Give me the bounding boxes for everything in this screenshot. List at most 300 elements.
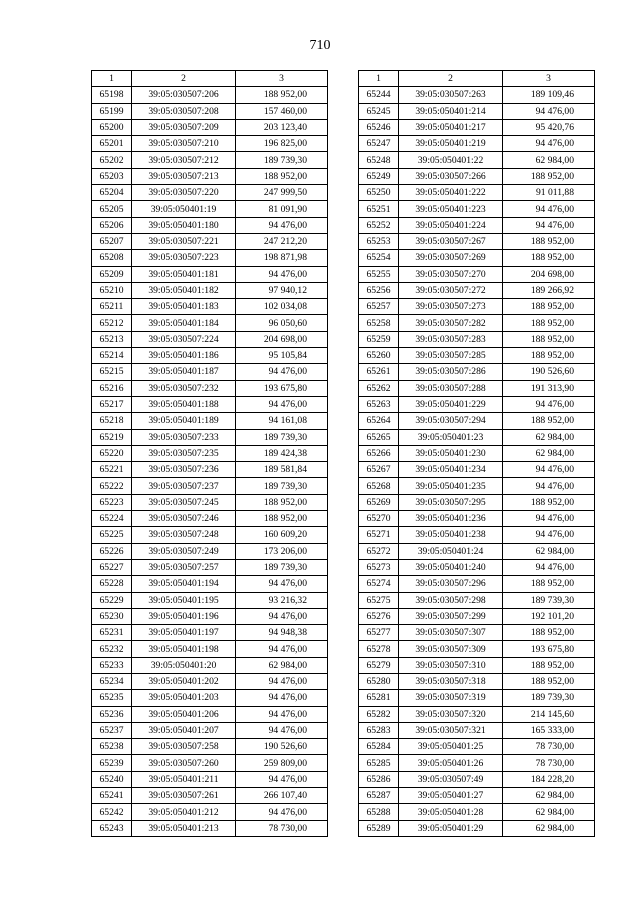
cadastral-number-cell: 39:05:050401:224 bbox=[399, 217, 503, 233]
row-number-cell: 65216 bbox=[92, 380, 132, 396]
value-cell: 94 476,00 bbox=[503, 217, 595, 233]
row-number-cell: 65224 bbox=[92, 511, 132, 527]
cadastral-number-cell: 39:05:030507:266 bbox=[399, 168, 503, 184]
cadastral-number-cell: 39:05:030507:260 bbox=[132, 755, 236, 771]
cadastral-number-cell: 39:05:030507:223 bbox=[132, 250, 236, 266]
value-cell: 173 206,00 bbox=[236, 543, 328, 559]
table-row bbox=[92, 657, 328, 673]
value-cell: 94 476,00 bbox=[503, 136, 595, 152]
table-row bbox=[359, 641, 595, 657]
row-number-cell: 65235 bbox=[92, 690, 132, 706]
value-cell: 94 476,00 bbox=[503, 201, 595, 217]
row-number-cell: 65207 bbox=[92, 233, 132, 249]
row-number-cell: 65258 bbox=[359, 315, 399, 331]
cadastral-number-cell: 39:05:030507:212 bbox=[132, 152, 236, 168]
table-row bbox=[359, 462, 595, 478]
row-number-cell: 65211 bbox=[92, 299, 132, 315]
value-cell: 189 739,30 bbox=[236, 559, 328, 575]
table-row bbox=[92, 625, 328, 641]
value-cell: 78 730,00 bbox=[503, 739, 595, 755]
table-row bbox=[92, 820, 328, 836]
value-cell: 94 476,00 bbox=[236, 576, 328, 592]
value-cell: 214 145,60 bbox=[503, 706, 595, 722]
value-cell: 191 313,90 bbox=[503, 380, 595, 396]
table-row bbox=[92, 136, 328, 152]
row-number-cell: 65270 bbox=[359, 511, 399, 527]
cadastral-number-cell: 39:05:030507:220 bbox=[132, 185, 236, 201]
cadastral-number-cell: 39:05:030507:245 bbox=[132, 494, 236, 510]
value-cell: 94 476,00 bbox=[236, 706, 328, 722]
row-number-cell: 65268 bbox=[359, 478, 399, 494]
table-row bbox=[92, 608, 328, 624]
value-cell: 62 984,00 bbox=[503, 804, 595, 820]
table-row bbox=[92, 511, 328, 527]
row-number-cell: 65285 bbox=[359, 755, 399, 771]
cadastral-number-cell: 39:05:030507:213 bbox=[132, 168, 236, 184]
value-cell: 188 952,00 bbox=[503, 673, 595, 689]
row-number-cell: 65256 bbox=[359, 282, 399, 298]
cadastral-number-cell: 39:05:030507:269 bbox=[399, 250, 503, 266]
table-row bbox=[359, 722, 595, 738]
cadastral-number-cell: 39:05:030507:283 bbox=[399, 331, 503, 347]
cadastral-number-cell: 39:05:050401:180 bbox=[132, 217, 236, 233]
cadastral-number-cell: 39:05:050401:219 bbox=[399, 136, 503, 152]
cadastral-number-cell: 39:05:050401:202 bbox=[132, 673, 236, 689]
register-table-left bbox=[91, 70, 328, 837]
table-row bbox=[92, 478, 328, 494]
row-number-cell: 65259 bbox=[359, 331, 399, 347]
row-number-cell: 65209 bbox=[92, 266, 132, 282]
row-number-cell: 65217 bbox=[92, 396, 132, 412]
row-number-cell: 65243 bbox=[92, 820, 132, 836]
cadastral-number-cell: 39:05:030507:210 bbox=[132, 136, 236, 152]
value-cell: 94 476,00 bbox=[503, 527, 595, 543]
row-number-cell: 65274 bbox=[359, 576, 399, 592]
register-table-right bbox=[358, 70, 595, 837]
row-number-cell: 65221 bbox=[92, 462, 132, 478]
table-row bbox=[359, 559, 595, 575]
table-row bbox=[92, 592, 328, 608]
table-row bbox=[92, 217, 328, 233]
value-cell: 189 739,30 bbox=[503, 690, 595, 706]
cadastral-number-cell: 39:05:050401:189 bbox=[132, 413, 236, 429]
table-row bbox=[92, 494, 328, 510]
table-row bbox=[359, 445, 595, 461]
value-cell: 189 739,30 bbox=[503, 592, 595, 608]
value-cell: 188 952,00 bbox=[236, 168, 328, 184]
table-row bbox=[359, 527, 595, 543]
cadastral-number-cell: 39:05:050401:196 bbox=[132, 608, 236, 624]
row-number-cell: 65287 bbox=[359, 788, 399, 804]
cadastral-number-cell: 39:05:030507:248 bbox=[132, 527, 236, 543]
table-row bbox=[92, 413, 328, 429]
cadastral-number-cell: 39:05:050401:188 bbox=[132, 396, 236, 412]
table-row bbox=[359, 201, 595, 217]
table-row bbox=[359, 608, 595, 624]
row-number-cell: 65278 bbox=[359, 641, 399, 657]
table-row bbox=[92, 103, 328, 119]
value-cell: 188 952,00 bbox=[503, 250, 595, 266]
table-row bbox=[92, 380, 328, 396]
cadastral-number-cell: 39:05:050401:22 bbox=[399, 152, 503, 168]
table-row bbox=[92, 771, 328, 787]
row-number-cell: 65202 bbox=[92, 152, 132, 168]
cadastral-number-cell: 39:05:030507:257 bbox=[132, 559, 236, 575]
row-number-cell: 65236 bbox=[92, 706, 132, 722]
table-row bbox=[359, 413, 595, 429]
row-number-cell: 65228 bbox=[92, 576, 132, 592]
table-row bbox=[92, 152, 328, 168]
cadastral-number-cell: 39:05:030507:258 bbox=[132, 739, 236, 755]
cadastral-number-cell: 39:05:030507:208 bbox=[132, 103, 236, 119]
value-cell: 188 952,00 bbox=[503, 494, 595, 510]
table-row bbox=[92, 233, 328, 249]
value-cell: 192 101,20 bbox=[503, 608, 595, 624]
value-cell: 188 952,00 bbox=[236, 87, 328, 103]
row-number-cell: 65213 bbox=[92, 331, 132, 347]
row-number-cell: 65260 bbox=[359, 348, 399, 364]
row-number-cell: 65199 bbox=[92, 103, 132, 119]
table-row bbox=[359, 136, 595, 152]
row-number-cell: 65241 bbox=[92, 788, 132, 804]
value-cell: 91 011,88 bbox=[503, 185, 595, 201]
cadastral-number-cell: 39:05:030507:206 bbox=[132, 87, 236, 103]
row-number-cell: 65264 bbox=[359, 413, 399, 429]
value-cell: 198 871,98 bbox=[236, 250, 328, 266]
row-number-cell: 65275 bbox=[359, 592, 399, 608]
cadastral-number-cell: 39:05:050401:20 bbox=[132, 657, 236, 673]
row-number-cell: 65263 bbox=[359, 396, 399, 412]
row-number-cell: 65210 bbox=[92, 282, 132, 298]
row-number-cell: 65222 bbox=[92, 478, 132, 494]
row-number-cell: 65273 bbox=[359, 559, 399, 575]
value-cell: 157 460,00 bbox=[236, 103, 328, 119]
value-cell: 165 333,00 bbox=[503, 722, 595, 738]
cadastral-number-cell: 39:05:030507:246 bbox=[132, 511, 236, 527]
cadastral-number-cell: 39:05:030507:299 bbox=[399, 608, 503, 624]
value-cell: 189 739,30 bbox=[236, 429, 328, 445]
row-number-cell: 65230 bbox=[92, 608, 132, 624]
cadastral-number-cell: 39:05:030507:282 bbox=[399, 315, 503, 331]
row-number-cell: 65279 bbox=[359, 657, 399, 673]
cadastral-number-cell: 39:05:050401:198 bbox=[132, 641, 236, 657]
table-row bbox=[359, 282, 595, 298]
cadastral-number-cell: 39:05:050401:181 bbox=[132, 266, 236, 282]
table-row bbox=[92, 527, 328, 543]
table-row bbox=[359, 348, 595, 364]
row-number-cell: 65232 bbox=[92, 641, 132, 657]
value-cell: 94 948,38 bbox=[236, 625, 328, 641]
value-cell: 62 984,00 bbox=[503, 429, 595, 445]
row-number-cell: 65208 bbox=[92, 250, 132, 266]
cadastral-number-cell: 39:05:030507:294 bbox=[399, 413, 503, 429]
row-number-cell: 65257 bbox=[359, 299, 399, 315]
cadastral-number-cell: 39:05:030507:237 bbox=[132, 478, 236, 494]
row-number-cell: 65204 bbox=[92, 185, 132, 201]
value-cell: 188 952,00 bbox=[503, 348, 595, 364]
table-row bbox=[359, 690, 595, 706]
cadastral-number-cell: 39:05:050401:211 bbox=[132, 771, 236, 787]
table-row bbox=[359, 299, 595, 315]
row-number-cell: 65218 bbox=[92, 413, 132, 429]
page-number: 710 bbox=[309, 38, 331, 53]
row-number-cell: 65282 bbox=[359, 706, 399, 722]
value-cell: 78 730,00 bbox=[236, 820, 328, 836]
row-number-cell: 65227 bbox=[92, 559, 132, 575]
table-row bbox=[92, 690, 328, 706]
cadastral-number-cell: 39:05:030507:221 bbox=[132, 233, 236, 249]
table-row bbox=[359, 739, 595, 755]
table-row bbox=[92, 804, 328, 820]
value-cell: 189 266,92 bbox=[503, 282, 595, 298]
value-cell: 259 809,00 bbox=[236, 755, 328, 771]
cadastral-number-cell: 39:05:030507:296 bbox=[399, 576, 503, 592]
row-number-cell: 65253 bbox=[359, 233, 399, 249]
table-row bbox=[92, 429, 328, 445]
value-cell: 188 952,00 bbox=[503, 168, 595, 184]
table-row bbox=[92, 119, 328, 135]
cadastral-number-cell: 39:05:030507:261 bbox=[132, 788, 236, 804]
table-row bbox=[359, 217, 595, 233]
value-cell: 62 984,00 bbox=[503, 445, 595, 461]
column-header-1: 1 bbox=[92, 71, 132, 87]
table-row bbox=[359, 331, 595, 347]
table-row bbox=[92, 201, 328, 217]
value-cell: 62 984,00 bbox=[503, 820, 595, 836]
cadastral-number-cell: 39:05:050401:234 bbox=[399, 462, 503, 478]
table-row bbox=[359, 233, 595, 249]
table-row bbox=[92, 543, 328, 559]
row-number-cell: 65286 bbox=[359, 771, 399, 787]
row-number-cell: 65289 bbox=[359, 820, 399, 836]
cadastral-number-cell: 39:05:030507:319 bbox=[399, 690, 503, 706]
value-cell: 188 952,00 bbox=[503, 413, 595, 429]
table-row bbox=[359, 364, 595, 380]
value-cell: 189 424,38 bbox=[236, 445, 328, 461]
row-number-cell: 65244 bbox=[359, 87, 399, 103]
table-row bbox=[359, 788, 595, 804]
table-row bbox=[359, 673, 595, 689]
row-number-cell: 65250 bbox=[359, 185, 399, 201]
value-cell: 62 984,00 bbox=[503, 543, 595, 559]
cadastral-number-cell: 39:05:050401:19 bbox=[132, 201, 236, 217]
value-cell: 94 476,00 bbox=[236, 217, 328, 233]
row-number-cell: 65252 bbox=[359, 217, 399, 233]
column-header-1: 1 bbox=[359, 71, 399, 87]
value-cell: 94 476,00 bbox=[236, 804, 328, 820]
row-number-cell: 65280 bbox=[359, 673, 399, 689]
table-row bbox=[92, 706, 328, 722]
cadastral-number-cell: 39:05:050401:213 bbox=[132, 820, 236, 836]
cadastral-number-cell: 39:05:050401:26 bbox=[399, 755, 503, 771]
row-number-cell: 65206 bbox=[92, 217, 132, 233]
table-row bbox=[359, 315, 595, 331]
cadastral-number-cell: 39:05:030507:233 bbox=[132, 429, 236, 445]
cadastral-number-cell: 39:05:050401:238 bbox=[399, 527, 503, 543]
cadastral-number-cell: 39:05:030507:321 bbox=[399, 722, 503, 738]
row-number-cell: 65265 bbox=[359, 429, 399, 445]
cadastral-number-cell: 39:05:050401:223 bbox=[399, 201, 503, 217]
table-row bbox=[359, 804, 595, 820]
cadastral-number-cell: 39:05:050401:217 bbox=[399, 119, 503, 135]
row-number-cell: 65271 bbox=[359, 527, 399, 543]
row-number-cell: 65251 bbox=[359, 201, 399, 217]
value-cell: 78 730,00 bbox=[503, 755, 595, 771]
cadastral-number-cell: 39:05:030507:288 bbox=[399, 380, 503, 396]
cadastral-number-cell: 39:05:030507:309 bbox=[399, 641, 503, 657]
value-cell: 96 050,60 bbox=[236, 315, 328, 331]
row-number-cell: 65288 bbox=[359, 804, 399, 820]
cadastral-number-cell: 39:05:030507:273 bbox=[399, 299, 503, 315]
row-number-cell: 65212 bbox=[92, 315, 132, 331]
cadastral-number-cell: 39:05:050401:203 bbox=[132, 690, 236, 706]
row-number-cell: 65284 bbox=[359, 739, 399, 755]
value-cell: 188 952,00 bbox=[503, 299, 595, 315]
value-cell: 94 476,00 bbox=[236, 722, 328, 738]
value-cell: 190 526,60 bbox=[236, 739, 328, 755]
cadastral-number-cell: 39:05:050401:184 bbox=[132, 315, 236, 331]
cadastral-number-cell: 39:05:050401:24 bbox=[399, 543, 503, 559]
table-row bbox=[92, 722, 328, 738]
cadastral-number-cell: 39:05:030507:263 bbox=[399, 87, 503, 103]
value-cell: 95 420,76 bbox=[503, 119, 595, 135]
table-row bbox=[359, 592, 595, 608]
table-row bbox=[92, 673, 328, 689]
row-number-cell: 65269 bbox=[359, 494, 399, 510]
row-number-cell: 65203 bbox=[92, 168, 132, 184]
cadastral-number-cell: 39:05:050401:28 bbox=[399, 804, 503, 820]
column-header-2: 2 bbox=[132, 71, 236, 87]
table-row bbox=[92, 87, 328, 103]
table-row bbox=[359, 168, 595, 184]
table-row bbox=[92, 331, 328, 347]
value-cell: 190 526,60 bbox=[503, 364, 595, 380]
cadastral-number-cell: 39:05:030507:235 bbox=[132, 445, 236, 461]
table-row bbox=[92, 364, 328, 380]
table-row bbox=[92, 168, 328, 184]
cadastral-number-cell: 39:05:050401:183 bbox=[132, 299, 236, 315]
row-number-cell: 65225 bbox=[92, 527, 132, 543]
value-cell: 247 999,50 bbox=[236, 185, 328, 201]
value-cell: 94 476,00 bbox=[503, 103, 595, 119]
value-cell: 94 476,00 bbox=[503, 511, 595, 527]
cadastral-number-cell: 39:05:030507:209 bbox=[132, 119, 236, 135]
value-cell: 204 698,00 bbox=[503, 266, 595, 282]
table-row bbox=[92, 755, 328, 771]
value-cell: 94 476,00 bbox=[503, 478, 595, 494]
value-cell: 188 952,00 bbox=[503, 315, 595, 331]
row-number-cell: 65255 bbox=[359, 266, 399, 282]
cadastral-number-cell: 39:05:050401:182 bbox=[132, 282, 236, 298]
row-number-cell: 65262 bbox=[359, 380, 399, 396]
table-row bbox=[359, 576, 595, 592]
cadastral-number-cell: 39:05:030507:224 bbox=[132, 331, 236, 347]
table-header-row bbox=[359, 71, 595, 87]
value-cell: 247 212,20 bbox=[236, 233, 328, 249]
row-number-cell: 65220 bbox=[92, 445, 132, 461]
row-number-cell: 65231 bbox=[92, 625, 132, 641]
cadastral-number-cell: 39:05:050401:212 bbox=[132, 804, 236, 820]
cadastral-number-cell: 39:05:050401:197 bbox=[132, 625, 236, 641]
value-cell: 62 984,00 bbox=[503, 152, 595, 168]
value-cell: 62 984,00 bbox=[503, 788, 595, 804]
table-row bbox=[92, 445, 328, 461]
cadastral-number-cell: 39:05:050401:240 bbox=[399, 559, 503, 575]
table-row bbox=[92, 462, 328, 478]
value-cell: 189 581,84 bbox=[236, 462, 328, 478]
table-row bbox=[92, 185, 328, 201]
row-number-cell: 65242 bbox=[92, 804, 132, 820]
cadastral-number-cell: 39:05:030507:310 bbox=[399, 657, 503, 673]
row-number-cell: 65247 bbox=[359, 136, 399, 152]
table-row bbox=[359, 185, 595, 201]
row-number-cell: 65240 bbox=[92, 771, 132, 787]
row-number-cell: 65219 bbox=[92, 429, 132, 445]
table-header-row bbox=[92, 71, 328, 87]
cadastral-number-cell: 39:05:050401:222 bbox=[399, 185, 503, 201]
value-cell: 94 476,00 bbox=[503, 396, 595, 412]
cadastral-number-cell: 39:05:050401:25 bbox=[399, 739, 503, 755]
value-cell: 94 476,00 bbox=[236, 266, 328, 282]
table-row bbox=[359, 625, 595, 641]
row-number-cell: 65267 bbox=[359, 462, 399, 478]
cadastral-number-cell: 39:05:050401:206 bbox=[132, 706, 236, 722]
value-cell: 188 952,00 bbox=[236, 511, 328, 527]
table-row bbox=[92, 282, 328, 298]
cadastral-number-cell: 39:05:030507:307 bbox=[399, 625, 503, 641]
value-cell: 193 675,80 bbox=[236, 380, 328, 396]
value-cell: 188 952,00 bbox=[503, 331, 595, 347]
table-row bbox=[359, 396, 595, 412]
value-cell: 81 091,90 bbox=[236, 201, 328, 217]
row-number-cell: 65276 bbox=[359, 608, 399, 624]
value-cell: 160 609,20 bbox=[236, 527, 328, 543]
cadastral-number-cell: 39:05:030507:249 bbox=[132, 543, 236, 559]
row-number-cell: 65198 bbox=[92, 87, 132, 103]
table-row bbox=[359, 429, 595, 445]
value-cell: 188 952,00 bbox=[503, 625, 595, 641]
table-row bbox=[359, 771, 595, 787]
table-row bbox=[92, 315, 328, 331]
value-cell: 62 984,00 bbox=[236, 657, 328, 673]
table-row bbox=[359, 250, 595, 266]
row-number-cell: 65205 bbox=[92, 201, 132, 217]
row-number-cell: 65254 bbox=[359, 250, 399, 266]
row-number-cell: 65248 bbox=[359, 152, 399, 168]
table-row bbox=[359, 706, 595, 722]
row-number-cell: 65245 bbox=[359, 103, 399, 119]
row-number-cell: 65200 bbox=[92, 119, 132, 135]
table-row bbox=[92, 348, 328, 364]
value-cell: 184 228,20 bbox=[503, 771, 595, 787]
cadastral-number-cell: 39:05:050401:207 bbox=[132, 722, 236, 738]
table-row bbox=[92, 559, 328, 575]
cadastral-number-cell: 39:05:050401:27 bbox=[399, 788, 503, 804]
table-row bbox=[359, 755, 595, 771]
cadastral-number-cell: 39:05:030507:318 bbox=[399, 673, 503, 689]
table-row bbox=[92, 299, 328, 315]
row-number-cell: 65238 bbox=[92, 739, 132, 755]
cadastral-number-cell: 39:05:050401:187 bbox=[132, 364, 236, 380]
cadastral-number-cell: 39:05:030507:270 bbox=[399, 266, 503, 282]
value-cell: 188 952,00 bbox=[236, 494, 328, 510]
table-row bbox=[359, 657, 595, 673]
value-cell: 94 476,00 bbox=[236, 641, 328, 657]
value-cell: 94 476,00 bbox=[503, 559, 595, 575]
cadastral-number-cell: 39:05:050401:229 bbox=[399, 396, 503, 412]
cadastral-number-cell: 39:05:050401:195 bbox=[132, 592, 236, 608]
value-cell: 196 825,00 bbox=[236, 136, 328, 152]
